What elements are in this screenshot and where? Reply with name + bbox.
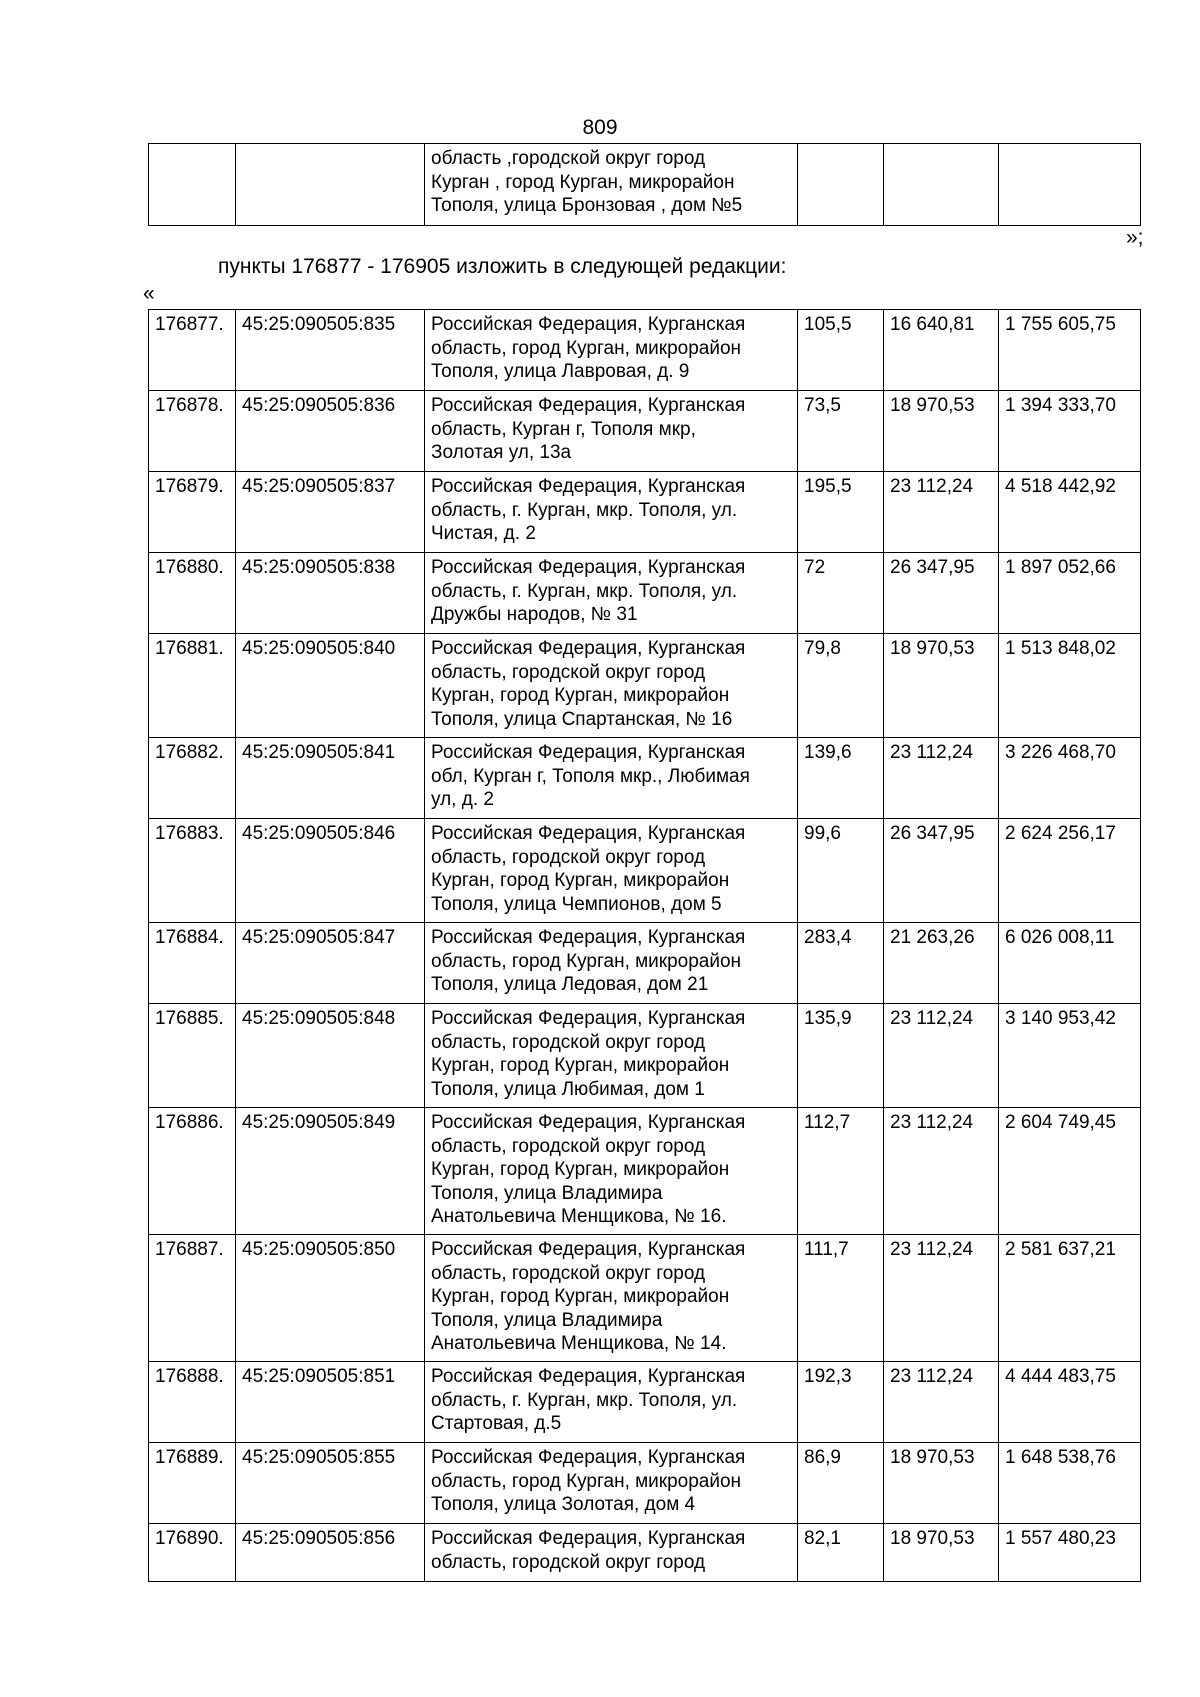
cell-rate: 23 112,24 xyxy=(884,738,999,819)
cell-number: 176884. xyxy=(149,923,236,1004)
cell-value: 1 755 605,75 xyxy=(999,310,1141,391)
cell-number: 176878. xyxy=(149,391,236,472)
amendment-instruction: пункты 176877 - 176905 изложить в следующей редакции: xyxy=(218,255,787,278)
cell-cadastral: 45:25:090505:846 xyxy=(236,819,425,923)
cell-cadastral: 45:25:090505:848 xyxy=(236,1004,425,1108)
cell-address: область ,городской округ город Курган , город Курган, микрорайон Тополя, улица Бронзовая , дом №5 xyxy=(425,144,798,226)
cell-address: Российская Федерация, Курганская область, город Курган, микрорайон Тополя, улица Лавровая, д. 9 xyxy=(425,310,798,391)
table-row xyxy=(149,1004,1141,1108)
cell-area: 112,7 xyxy=(798,1108,884,1235)
cell-address: Российская Федерация, Курганская область, г. Курган, мкр. Тополя, ул. Стартовая, д.5 xyxy=(425,1362,798,1443)
cell-value: 2 624 256,17 xyxy=(999,819,1141,923)
cell-area: 73,5 xyxy=(798,391,884,472)
table-row xyxy=(149,1235,1141,1362)
cell-number: 176888. xyxy=(149,1362,236,1443)
table-row xyxy=(149,819,1141,923)
cell-rate: 21 263,26 xyxy=(884,923,999,1004)
cell-number: 176886. xyxy=(149,1108,236,1235)
cell-number: 176890. xyxy=(149,1524,236,1582)
cell-rate: 18 970,53 xyxy=(884,391,999,472)
table-row xyxy=(149,738,1141,819)
cell-address: Российская Федерация, Курганская область, городской округ город Курган, город Курган, микрорайон Тополя, улица Любимая, дом 1 xyxy=(425,1004,798,1108)
cell-address: Российская Федерация, Курганская область, городской округ город Курган, город Курган, микрорайон Тополя, улица Владимира Анатольевича Менщикова, № 16. xyxy=(425,1108,798,1235)
cell-address: Российская Федерация, Курганская область, городской округ город Курган, город Курган, микрорайон Тополя, улица Владимира Анатольевича Менщикова, № 14. xyxy=(425,1235,798,1362)
cell-cadastral: 45:25:090505:835 xyxy=(236,310,425,391)
cell-number: 176880. xyxy=(149,553,236,634)
table-row xyxy=(149,1362,1141,1443)
cell-rate: 18 970,53 xyxy=(884,1443,999,1524)
table-row xyxy=(149,144,1141,226)
cell-cadastral: 45:25:090505:855 xyxy=(236,1443,425,1524)
continued-table-fragment xyxy=(148,143,1141,226)
cell-rate xyxy=(884,144,999,226)
cell-value: 1 394 333,70 xyxy=(999,391,1141,472)
cell-cadastral: 45:25:090505:841 xyxy=(236,738,425,819)
table-row xyxy=(149,634,1141,738)
cell-cadastral xyxy=(236,144,425,226)
cell-area: 195,5 xyxy=(798,472,884,553)
cell-number: 176882. xyxy=(149,738,236,819)
cell-area: 135,9 xyxy=(798,1004,884,1108)
table-row xyxy=(149,923,1141,1004)
cell-value: 2 604 749,45 xyxy=(999,1108,1141,1235)
cell-value: 1 513 848,02 xyxy=(999,634,1141,738)
cell-number: 176887. xyxy=(149,1235,236,1362)
cell-number: 176877. xyxy=(149,310,236,391)
cell-number xyxy=(149,144,236,226)
table-row xyxy=(149,1443,1141,1524)
cell-cadastral: 45:25:090505:838 xyxy=(236,553,425,634)
cell-address: Российская Федерация, Курганская область, Курган г, Тополя мкр, Золотая ул, 13а xyxy=(425,391,798,472)
cell-rate: 18 970,53 xyxy=(884,634,999,738)
table-row xyxy=(149,553,1141,634)
cell-area: 283,4 xyxy=(798,923,884,1004)
cell-value: 6 026 008,11 xyxy=(999,923,1141,1004)
cell-rate: 18 970,53 xyxy=(884,1524,999,1582)
page-number: 809 xyxy=(582,116,618,139)
cell-rate: 23 112,24 xyxy=(884,1004,999,1108)
cell-cadastral: 45:25:090505:840 xyxy=(236,634,425,738)
table-row xyxy=(149,310,1141,391)
cell-address: Российская Федерация, Курганская область, городской округ город Курган, город Курган, микрорайон Тополя, улица Чемпионов, дом 5 xyxy=(425,819,798,923)
opening-quote: « xyxy=(143,282,155,305)
closing-quote: »; xyxy=(1126,226,1144,249)
cadastral-value-table xyxy=(148,309,1141,1582)
cell-number: 176883. xyxy=(149,819,236,923)
table-row xyxy=(149,472,1141,553)
cell-address: Российская Федерация, Курганская область, городской округ город xyxy=(425,1524,798,1582)
table-body xyxy=(149,310,1141,1582)
cell-area: 99,6 xyxy=(798,819,884,923)
cell-area: 82,1 xyxy=(798,1524,884,1582)
cell-number: 176881. xyxy=(149,634,236,738)
cell-area: 72 xyxy=(798,553,884,634)
cell-value: 4 444 483,75 xyxy=(999,1362,1141,1443)
cell-value: 4 518 442,92 xyxy=(999,472,1141,553)
cell-address: Российская Федерация, Курганская область, город Курган, микрорайон Тополя, улица Золотая, дом 4 xyxy=(425,1443,798,1524)
cell-value: 2 581 637,21 xyxy=(999,1235,1141,1362)
cell-area xyxy=(798,144,884,226)
cell-cadastral: 45:25:090505:856 xyxy=(236,1524,425,1582)
table-row xyxy=(149,1108,1141,1235)
cell-number: 176879. xyxy=(149,472,236,553)
cell-value xyxy=(999,144,1141,226)
cell-area: 105,5 xyxy=(798,310,884,391)
table-row xyxy=(149,1524,1141,1582)
cell-number: 176889. xyxy=(149,1443,236,1524)
cell-value: 1 897 052,66 xyxy=(999,553,1141,634)
cell-address: Российская Федерация, Курганская область, г. Курган, мкр. Тополя, ул. Чистая, д. 2 xyxy=(425,472,798,553)
cell-cadastral: 45:25:090505:850 xyxy=(236,1235,425,1362)
cell-area: 86,9 xyxy=(798,1443,884,1524)
cell-rate: 23 112,24 xyxy=(884,1108,999,1235)
cell-address: Российская Федерация, Курганская область, городской округ город Курган, город Курган, микрорайон Тополя, улица Спартанская, № 16 xyxy=(425,634,798,738)
cell-cadastral: 45:25:090505:847 xyxy=(236,923,425,1004)
cell-cadastral: 45:25:090505:836 xyxy=(236,391,425,472)
cell-address: Российская Федерация, Курганская область, г. Курган, мкр. Тополя, ул. Дружбы народов, № 31 xyxy=(425,553,798,634)
cell-number: 176885. xyxy=(149,1004,236,1108)
cell-rate: 23 112,24 xyxy=(884,472,999,553)
cell-cadastral: 45:25:090505:849 xyxy=(236,1108,425,1235)
cell-value: 1 557 480,23 xyxy=(999,1524,1141,1582)
cell-area: 139,6 xyxy=(798,738,884,819)
cell-area: 79,8 xyxy=(798,634,884,738)
cell-value: 3 226 468,70 xyxy=(999,738,1141,819)
cell-cadastral: 45:25:090505:851 xyxy=(236,1362,425,1443)
table-row xyxy=(149,391,1141,472)
cell-rate: 23 112,24 xyxy=(884,1235,999,1362)
cell-address: Российская Федерация, Курганская область, город Курган, микрорайон Тополя, улица Ледовая, дом 21 xyxy=(425,923,798,1004)
cell-value: 3 140 953,42 xyxy=(999,1004,1141,1108)
cell-address: Российская Федерация, Курганская обл, Курган г, Тополя мкр., Любимая ул, д. 2 xyxy=(425,738,798,819)
cell-value: 1 648 538,76 xyxy=(999,1443,1141,1524)
cell-rate: 26 347,95 xyxy=(884,819,999,923)
cell-rate: 23 112,24 xyxy=(884,1362,999,1443)
cell-rate: 16 640,81 xyxy=(884,310,999,391)
cell-rate: 26 347,95 xyxy=(884,553,999,634)
cell-cadastral: 45:25:090505:837 xyxy=(236,472,425,553)
cell-area: 192,3 xyxy=(798,1362,884,1443)
cell-area: 111,7 xyxy=(798,1235,884,1362)
